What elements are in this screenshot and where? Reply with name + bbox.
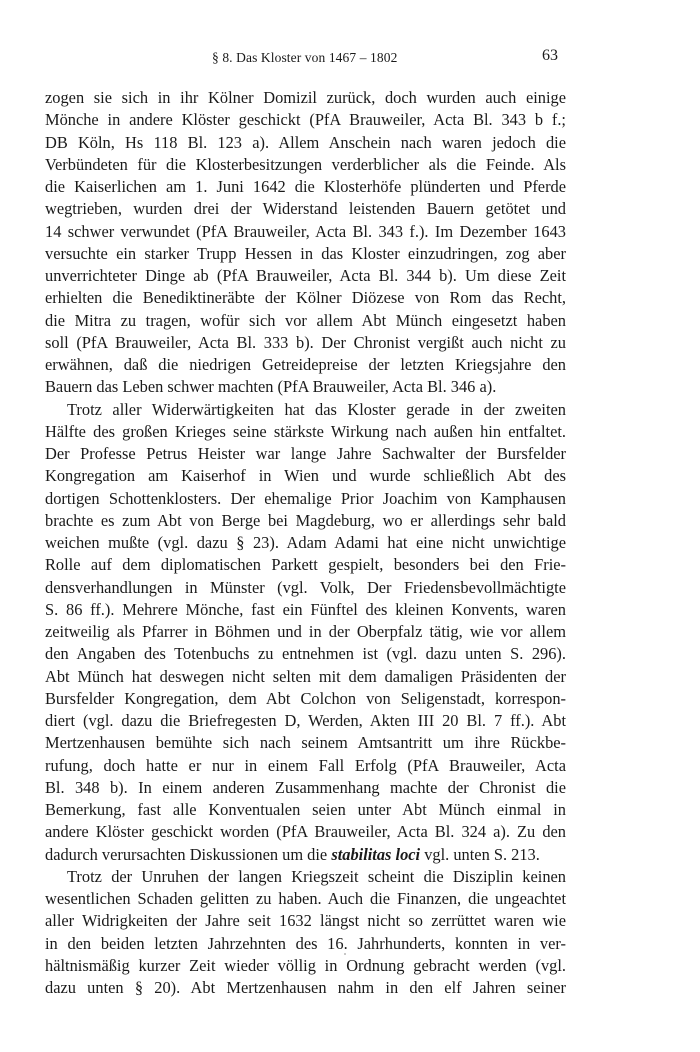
scan-dot-mark — [344, 953, 346, 955]
text-line: versuchte ein starker Trupp Hessen in das Kloster einzudringen, zog aber — [45, 243, 566, 263]
text-line: Mönche in andere Klöster geschickt (PfA Brauweiler, Acta Bl. 343 b f.; — [45, 110, 566, 130]
text-line: aller Widrigkeiten der Jahre seit 1632 längst nicht so zerrüttet waren wie — [45, 911, 566, 931]
text-line: die Kaiserlichen am 1. Juni 1642 die Klosterhöfe plünderten und Pferde — [45, 177, 566, 196]
text-line: rufung, doch hatte er nur in einem Fall Erfolg (PfA Brauweiler, Acta — [45, 755, 566, 775]
text-line: soll (PfA Brauweiler, Acta Bl. 333 b). Der Chronist vergißt auch nicht zu — [45, 332, 566, 352]
text-line: Bemerkung, fast alle Konventualen seien unter Abt Münch einmal in — [45, 800, 566, 819]
text-line: unverrichteter Dinge ab (PfA Brauweiler, Acta Bl. 344 b). Um diese Zeit — [45, 266, 566, 285]
paragraph-end-line — [45, 844, 566, 866]
text-line: zogen sie sich in ihr Kölner Domizil zurück, doch wurden auch einige — [45, 88, 566, 107]
text-line: weichen mußte (vgl. dazu § 23). Adam Adami hat eine nicht unwichtige — [45, 533, 566, 552]
text-line: Rolle auf dem diplomatischen Parkett gespielt, besonders bei den Frie- — [45, 555, 566, 575]
paragraph-start-line: Trotz aller Widerwärtigkeiten hat das Kloster gerade in der zweiten — [67, 399, 566, 419]
text-line: S. 86 ff.). Mehrere Mönche, fast ein Fünftel des kleinen Konvents, waren — [45, 599, 566, 619]
text-line: erhielten die Benediktineräbte der Kölner Diözese von Rom das Recht, — [45, 288, 566, 308]
text-line: DB Köln, Hs 118 Bl. 123 a). Allem Anschein nach waren jedoch die — [45, 132, 566, 152]
text-line: den Angaben des Totenbuchs zu entnehmen ist (vgl. dazu unten S. 296). — [45, 644, 566, 664]
text-line: wesentlichen Schaden gelitten zu haben. Auch die Finanzen, die ungeachtet — [45, 889, 566, 908]
text-line: 14 schwer verwundet (PfA Brauweiler, Acta Bl. 343 f.). Im Dezember 1643 — [45, 221, 566, 241]
text-line: Bursfelder Kongregation, dem Abt Colchon von Seligenstadt, korrespon- — [45, 688, 566, 708]
text-line: dazu unten § 20). Abt Mertzenhausen nahm in den elf Jahren seiner — [45, 978, 566, 997]
latin-term: stabilitas loci — [331, 844, 421, 864]
text-line: dortigen Schottenklosters. Der ehemalige Prior Joachim von Kamphausen — [45, 488, 566, 508]
text-line: zeitweilig als Pfarrer in Böhmen und in der Oberpfalz tätig, wie vor allem — [45, 622, 566, 641]
text-line: die Mitra zu tragen, wofür sich vor allem Abt Münch eingesetzt haben — [45, 310, 566, 330]
text-line: Der Professe Petrus Heister war lange Jahre Sachwalter der Bursfelder — [45, 444, 566, 463]
text-line: hältnismäßig kurzer Zeit wieder völlig in Ordnung gebracht werden (vgl. — [45, 955, 566, 975]
text-line: in den beiden letzten Jahrzehnten des 16. Jahrhunderts, konnten in ver- — [45, 933, 566, 953]
text-fragment: dadurch verursachten Diskussionen um die — [45, 844, 332, 864]
text-line: Kongregation am Kaiserhof in Wien und wurde schließlich Abt des — [45, 466, 566, 486]
text-line: Abt Münch hat deswegen nicht selten mit dem damaligen Präsidenten der — [45, 666, 566, 686]
page-number: 63 — [542, 47, 558, 64]
text-line: brachte es zum Abt von Berge bei Magdeburg, wo er allerdings sehr bald — [45, 510, 566, 530]
text-line: andere Klöster geschickt worden (PfA Brauweiler, Acta Bl. 324 a). Zu den — [45, 822, 566, 842]
running-header-title: § 8. Das Kloster von 1467 – 1802 — [212, 50, 398, 65]
paragraph-end-line: Bauern das Leben schwer machten (PfA Brauweiler, Acta Bl. 346 a). — [45, 377, 497, 397]
text-line: wegtrieben, wurden drei der Widerstand leistenden Bauern getötet und — [45, 199, 566, 219]
body-text — [45, 87, 566, 999]
text-line: Verbündeten für die Klosterbesitzungen verderblicher als die Feinde. Als — [45, 154, 566, 174]
paragraph-start-line: Trotz der Unruhen der langen Kriegszeit scheint die Disziplin keinen — [67, 866, 566, 886]
text-line: Bl. 348 b). In einem anderen Zusammenhang machte der Chronist die — [45, 777, 566, 797]
text-line: erwähnen, daß die niedrigen Getreidepreise der letzten Kriegsjahre den — [45, 355, 566, 374]
text-line: densverhandlungen in Münster (vgl. Volk, Der Friedensbevollmächtigte — [45, 577, 566, 597]
text-line: Hälfte des großen Krieges seine stärkste Wirkung nach außen hin entfaltet. — [45, 421, 566, 441]
text-line: Mertzenhausen bemühte sich nach seinem Amtsantritt um ihre Rückbe- — [45, 733, 566, 753]
text-fragment: vgl. unten S. 213. — [420, 844, 540, 864]
text-line: diert (vgl. dazu die Briefregesten D, Werden, Akten III 20 Bl. 7 ff.). Abt — [45, 711, 566, 730]
